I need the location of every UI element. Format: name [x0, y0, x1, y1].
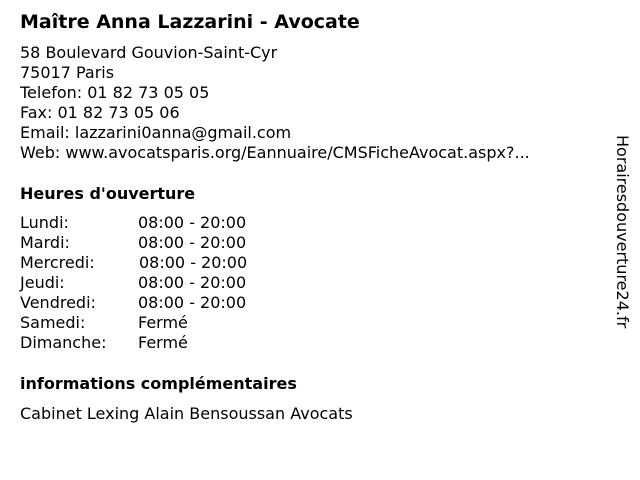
contact-block [20, 43, 530, 163]
site-watermark: Horairesdouverture24.fr [613, 135, 632, 329]
opening-hours-list [20, 213, 340, 353]
hours-value: Fermé [138, 313, 188, 332]
phone: Telefon: 01 82 73 05 05 [20, 83, 210, 102]
website: Web: www.avocatsparis.org/Eannuaire/CMSFicheAvocat.aspx?... [20, 143, 530, 162]
additional-info-text: Cabinet Lexing Alain Bensoussan Avocats [20, 404, 353, 423]
fax: Fax: 01 82 73 05 06 [20, 103, 180, 122]
city: 75017 Paris [20, 63, 115, 82]
day-label: Jeudi: [20, 273, 65, 292]
day-label: Samedi: [20, 313, 86, 332]
day-label: Lundi: [20, 213, 69, 232]
hours-row-saturday [20, 313, 340, 333]
email: Email: lazzarini0anna@gmail.com [20, 123, 292, 142]
additional-info-heading: informations complémentaires [20, 374, 297, 393]
hours-row-thursday [20, 273, 340, 293]
hours-value: 08:00 - 20:00 [138, 233, 247, 252]
hours-value: 08:00 - 20:00 [138, 213, 247, 232]
hours-row-monday [20, 213, 340, 233]
hours-value: 08:00 - 20:00 [138, 293, 247, 312]
day-label: Vendredi: [20, 293, 96, 312]
day-label: Mardi: [20, 233, 70, 252]
hours-row-friday [20, 293, 340, 313]
day-label: Dimanche: [20, 333, 107, 352]
opening-hours-heading: Heures d'ouverture [20, 184, 196, 203]
hours-row-sunday [20, 333, 340, 353]
page-title: Maître Anna Lazzarini - Avocate [20, 11, 360, 33]
hours-value: Fermé [138, 333, 188, 352]
hours-row-wednesday [20, 253, 340, 273]
hours-value: 08:00 - 20:00 [138, 273, 247, 292]
hours-value: 08:00 - 20:00 [139, 253, 248, 272]
hours-row-tuesday [20, 233, 340, 253]
street-address: 58 Boulevard Gouvion-Saint-Cyr [20, 43, 278, 62]
day-label: Mercredi: [20, 253, 95, 272]
